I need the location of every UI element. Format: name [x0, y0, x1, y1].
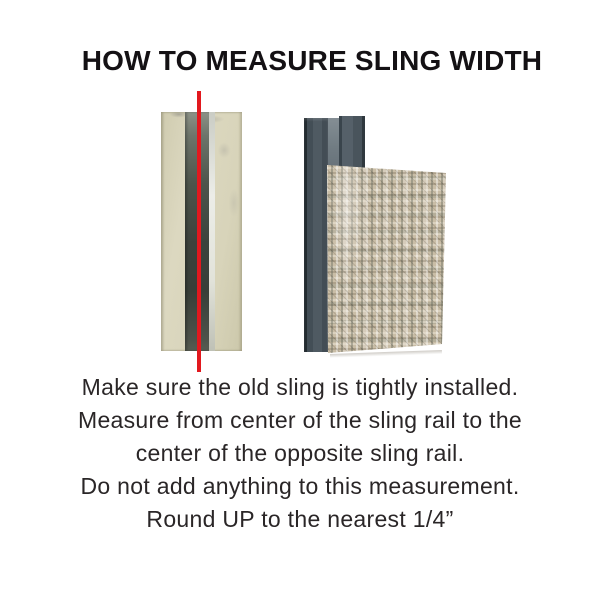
instruction-line-1: Make sure the old sling is tightly installed. [81, 374, 519, 400]
page-title: HOW TO MEASURE SLING WIDTH [81, 45, 543, 76]
instruction-line-2: Measure from center of the sling rail to the [77, 407, 522, 433]
instructions-text [0, 371, 600, 536]
sling-rail-photo-left [161, 112, 242, 351]
rail-channel-highlight [209, 112, 215, 351]
instruction-line-3: center of the opposite sling rail. [135, 440, 465, 466]
instruction-line-4: Do not add anything to this measurement. [80, 473, 520, 499]
instruction-line-5: Round UP to the nearest 1/4” [146, 506, 454, 532]
center-measurement-line [197, 91, 201, 372]
woven-sling-fabric [326, 144, 448, 356]
rail-fabric-channel [339, 116, 365, 174]
sling-rail-photo-right [304, 118, 328, 352]
